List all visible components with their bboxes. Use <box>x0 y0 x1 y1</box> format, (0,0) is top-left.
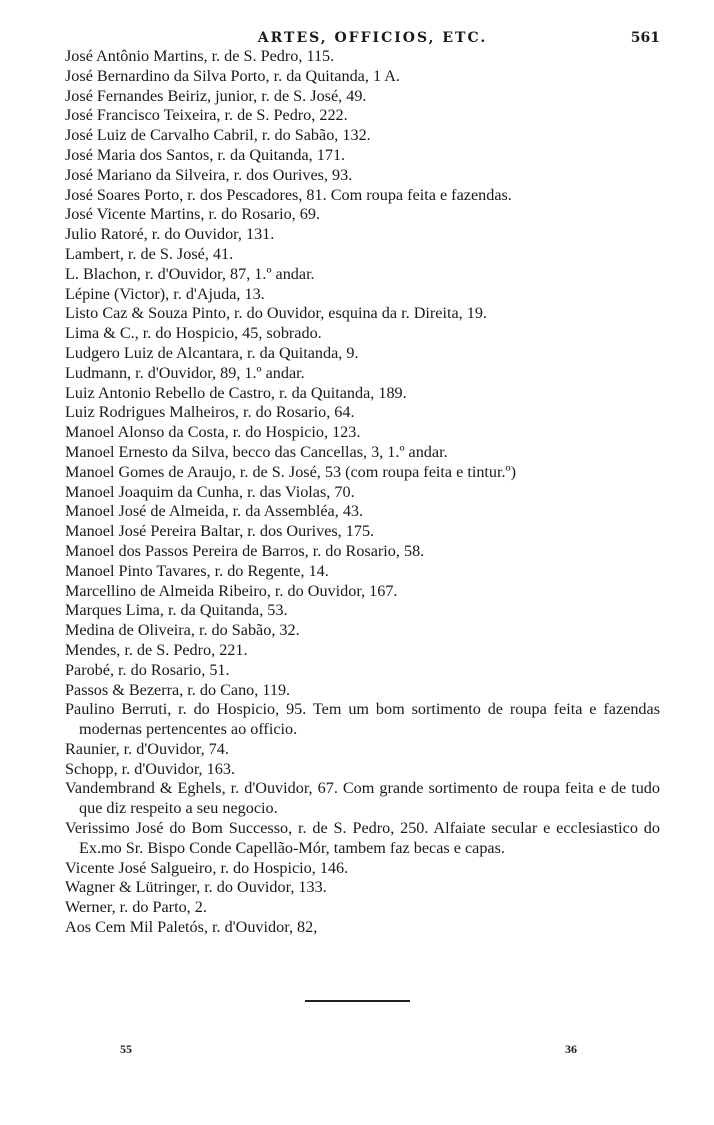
directory-entry: Vandembrand & Eghels, r. d'Ouvidor, 67. Com grande sortimento de roupa feita e de tudo que diz respeito a seu negocio. <box>65 779 660 818</box>
directory-entry: Werner, r. do Parto, 2. <box>65 898 207 917</box>
directory-entry: Ludgero Luiz de Alcantara, r. da Quitanda, 9. <box>65 343 359 362</box>
directory-entry: Luiz Antonio Rebello de Castro, r. da Quitanda, 189. <box>65 383 407 402</box>
directory-entry: Luiz Rodrigues Malheiros, r. do Rosario, 64. <box>65 403 355 422</box>
directory-entry: Manoel José de Almeida, r. da Assembléa, 43. <box>65 502 364 521</box>
directory-entry: Manoel Pinto Tavares, r. do Regente, 14. <box>65 561 329 580</box>
directory-entry: José Bernardino da Silva Porto, r. da Quitanda, 1 A. <box>65 66 400 85</box>
directory-entry: Manoel dos Passos Pereira de Barros, r. do Rosario, 58. <box>65 541 425 560</box>
directory-entry: Raunier, r. d'Ouvidor, 74. <box>65 739 229 758</box>
directory-entry: Lambert, r. de S. José, 41. <box>65 244 234 263</box>
signature-mark-right: 36 <box>565 1042 577 1056</box>
directory-entry: José Fernandes Beiriz, junior, r. de S. José, 49. <box>65 86 367 105</box>
directory-entry: José Soares Porto, r. dos Pescadores, 81. Com roupa feita e fazendas. <box>65 185 512 204</box>
directory-entry: Listo Caz & Souza Pinto, r. do Ouvidor, esquina da r. Direita, 19. <box>65 304 487 323</box>
signature-mark-left: 55 <box>120 1042 132 1056</box>
directory-entry: Paulino Berruti, r. do Hospicio, 95. Tem um bom sortimento de roupa feita e fazendas modernas pertencentes ao officio. <box>65 700 660 739</box>
directory-entry: L. Blachon, r. d'Ouvidor, 87, 1.º andar. <box>65 264 315 283</box>
directory-entry: Manoel José Pereira Baltar, r. dos Ourives, 175. <box>65 522 375 541</box>
directory-entry: Manoel Joaquim da Cunha, r. das Violas, 70. <box>65 482 355 501</box>
directory-entry: Mendes, r. de S. Pedro, 221. <box>65 640 248 659</box>
directory-entry: Manoel Alonso da Costa, r. do Hospicio, 123. <box>65 423 361 442</box>
directory-entry: Vicente José Salgueiro, r. do Hospicio, 146. <box>65 858 349 877</box>
directory-entry: Manoel Ernesto da Silva, becco das Cancellas, 3, 1.º andar. <box>65 442 448 461</box>
directory-entry: Passos & Bezerra, r. do Cano, 119. <box>65 680 291 699</box>
end-rule <box>305 1000 410 1002</box>
directory-entry: Marcellino de Almeida Ribeiro, r. do Ouvidor, 167. <box>65 581 398 600</box>
directory-entry: Verissimo José do Bom Successo, r. de S. Pedro, 250. Alfaiate secular e ecclesiastico do Ex.mo Sr. Bispo Conde Capellão-Mór, tambem faz becas e capas. <box>65 819 660 857</box>
directory-entry: José Maria dos Santos, r. da Quitanda, 171. <box>65 145 346 164</box>
directory-entry: Julio Ratoré, r. do Ouvidor, 131. <box>65 225 275 244</box>
directory-entry: Lépine (Victor), r. d'Ajuda, 13. <box>65 284 265 303</box>
running-title: ARTES, OFFICIOS, ETC. <box>257 30 488 46</box>
directory-entry: José Mariano da Silveira, r. dos Ourives, 93. <box>65 165 353 184</box>
directory-entry: Wagner & Lütringer, r. do Ouvidor, 133. <box>65 878 327 897</box>
directory-entry: José Vicente Martins, r. do Rosario, 69. <box>65 205 320 224</box>
directory-entry: Ludmann, r. d'Ouvidor, 89, 1.º andar. <box>65 363 305 382</box>
page-number: 561 <box>630 30 660 46</box>
directory-entry: Lima & C., r. do Hospicio, 45, sobrado. <box>65 324 322 343</box>
directory-entry: José Antônio Martins, r. de S. Pedro, 115. <box>65 47 335 65</box>
directory-entry: Medina de Oliveira, r. do Sabão, 32. <box>65 621 300 640</box>
directory-entry: Marques Lima, r. da Quitanda, 53. <box>65 601 288 620</box>
directory-entry: José Luiz de Carvalho Cabril, r. do Sabão, 132. <box>65 126 371 145</box>
directory-entry: Manoel Gomes de Araujo, r. de S. José, 53 (com roupa feita e tintur.º) <box>65 462 516 481</box>
directory-entry: Parobé, r. do Rosario, 51. <box>65 660 230 679</box>
directory-entry: Schopp, r. d'Ouvidor, 163. <box>65 759 235 778</box>
directory-entry: José Francisco Teixeira, r. de S. Pedro, 222. <box>65 106 348 125</box>
directory-entry: Aos Cem Mil Paletós, r. d'Ouvidor, 82, <box>65 918 318 937</box>
directory-list <box>65 47 660 938</box>
